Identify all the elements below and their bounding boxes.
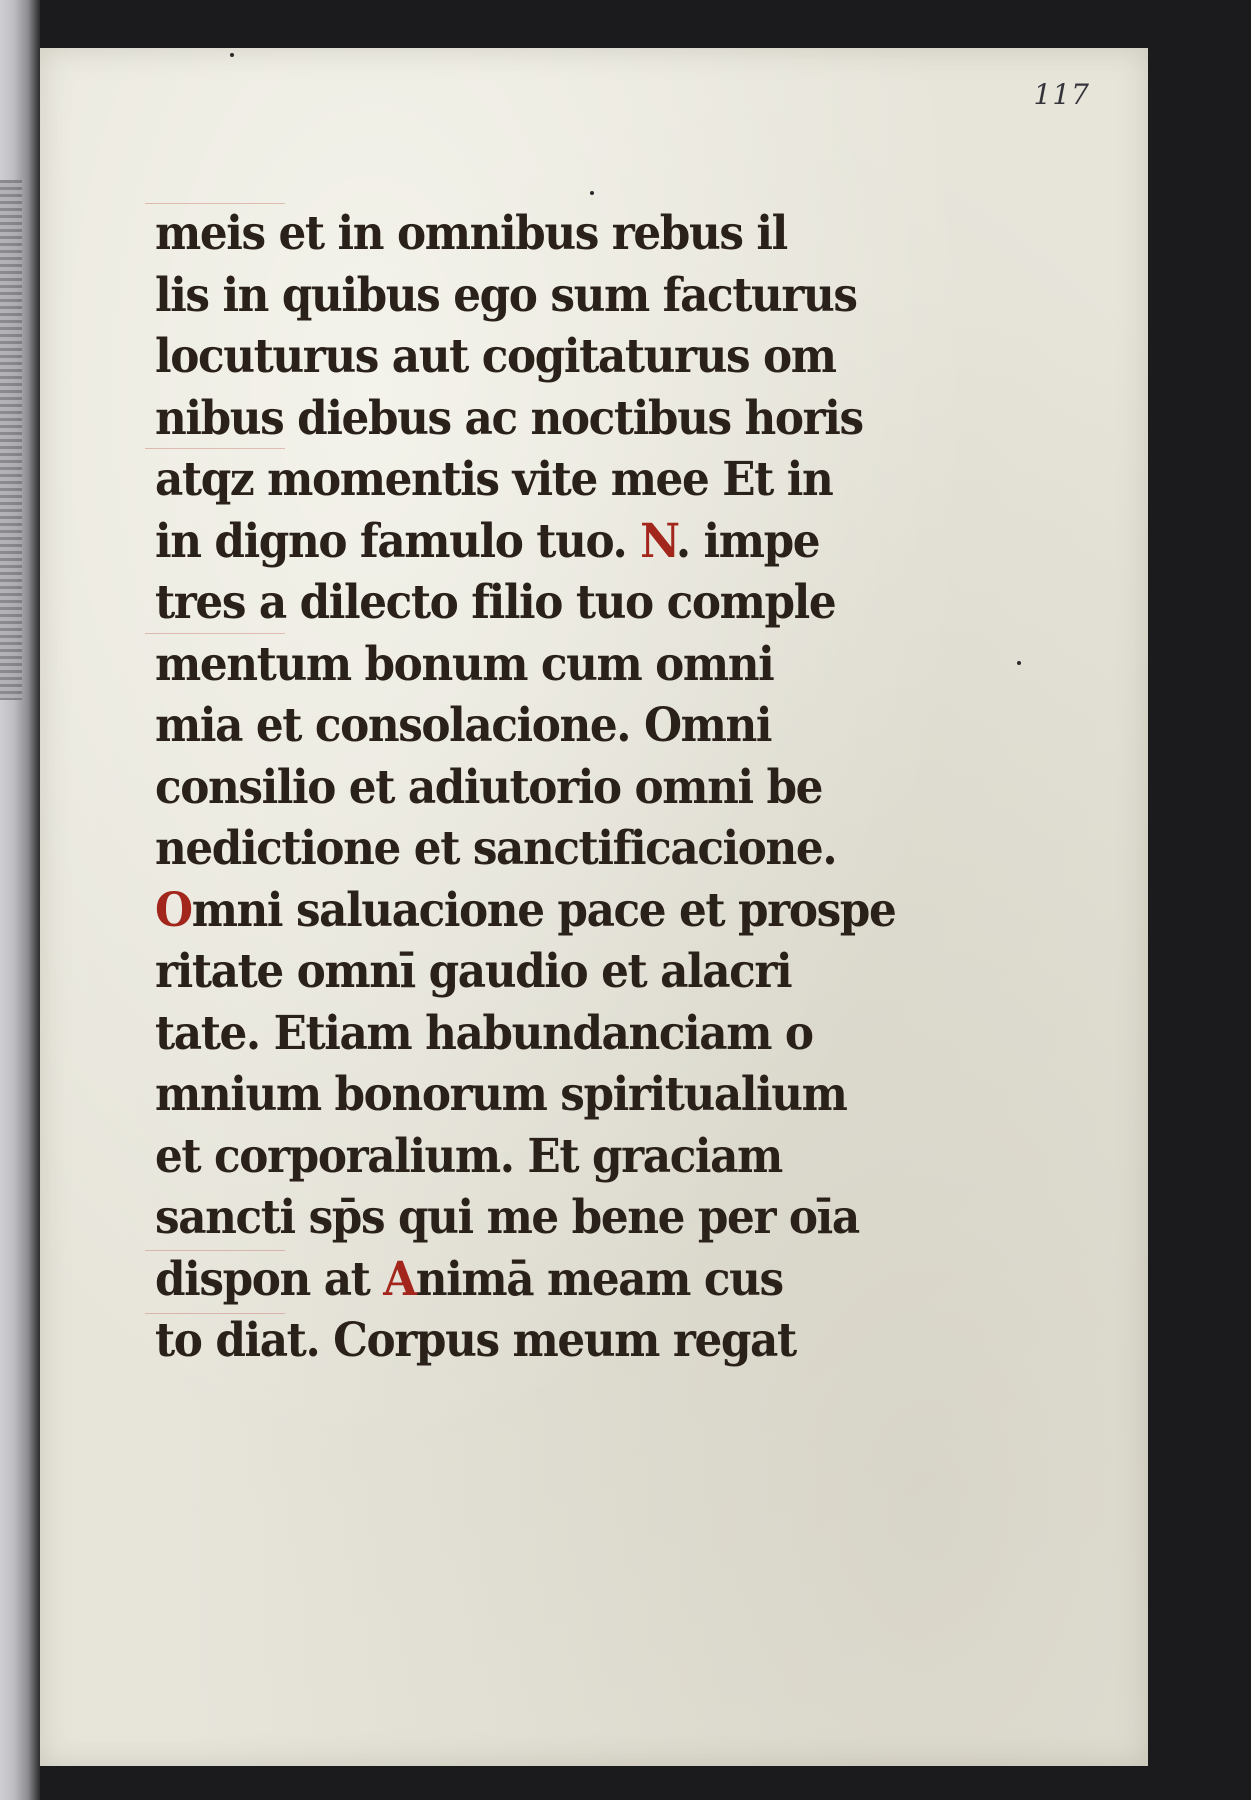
text-line: et corporalium. Et graciam: [155, 1128, 782, 1184]
text-line: mia et consolacione. Omni: [155, 698, 772, 753]
rubric-initial: A: [383, 1251, 416, 1307]
text-line: atqz momentis vite mee Et in: [155, 452, 833, 507]
text-block: [155, 203, 915, 1372]
text-line: sancti sp̄s qui me bene per oīa: [155, 1190, 859, 1245]
text-line: tate. Etiam habundanciam o: [155, 1005, 813, 1061]
text-line: nibus diebus ac noctibus horis: [155, 390, 863, 446]
text-line: to diat. Corpus meum regat: [155, 1313, 796, 1368]
text-line: ritate omnī gaudio et alacri: [155, 944, 792, 999]
ink-dot: [230, 53, 234, 57]
page-stack-edge: [0, 180, 22, 700]
rubric-initial: O: [155, 882, 192, 938]
text-line: meis et in omnibus rebus il: [155, 206, 787, 261]
text-line: tres a dilecto filio tuo comple: [155, 575, 836, 630]
ink-dot: [590, 191, 594, 195]
text-line: dispon at Animā meam cus: [155, 1251, 783, 1307]
text-line: locuturus aut cogitaturus om: [155, 329, 836, 384]
folio-number: 117: [1033, 78, 1090, 111]
manuscript-leaf: [40, 48, 1148, 1766]
rubric-initial: N: [640, 513, 676, 569]
text-line: nedictione et sanctificacione.: [155, 821, 837, 876]
ink-dot: [1017, 661, 1021, 665]
text-line: lis in quibus ego sum facturus: [155, 267, 857, 323]
text-line: mnium bonorum spiritualium: [155, 1067, 847, 1122]
text-line: mentum bonum cum omni: [155, 636, 774, 692]
text-line: Omni saluacione pace et prospe: [155, 882, 896, 938]
text-line: in digno famulo tuo. N. impe: [155, 513, 820, 569]
text-line: consilio et adiutorio omni be: [155, 759, 823, 815]
book-gutter-edge: [0, 0, 40, 1800]
